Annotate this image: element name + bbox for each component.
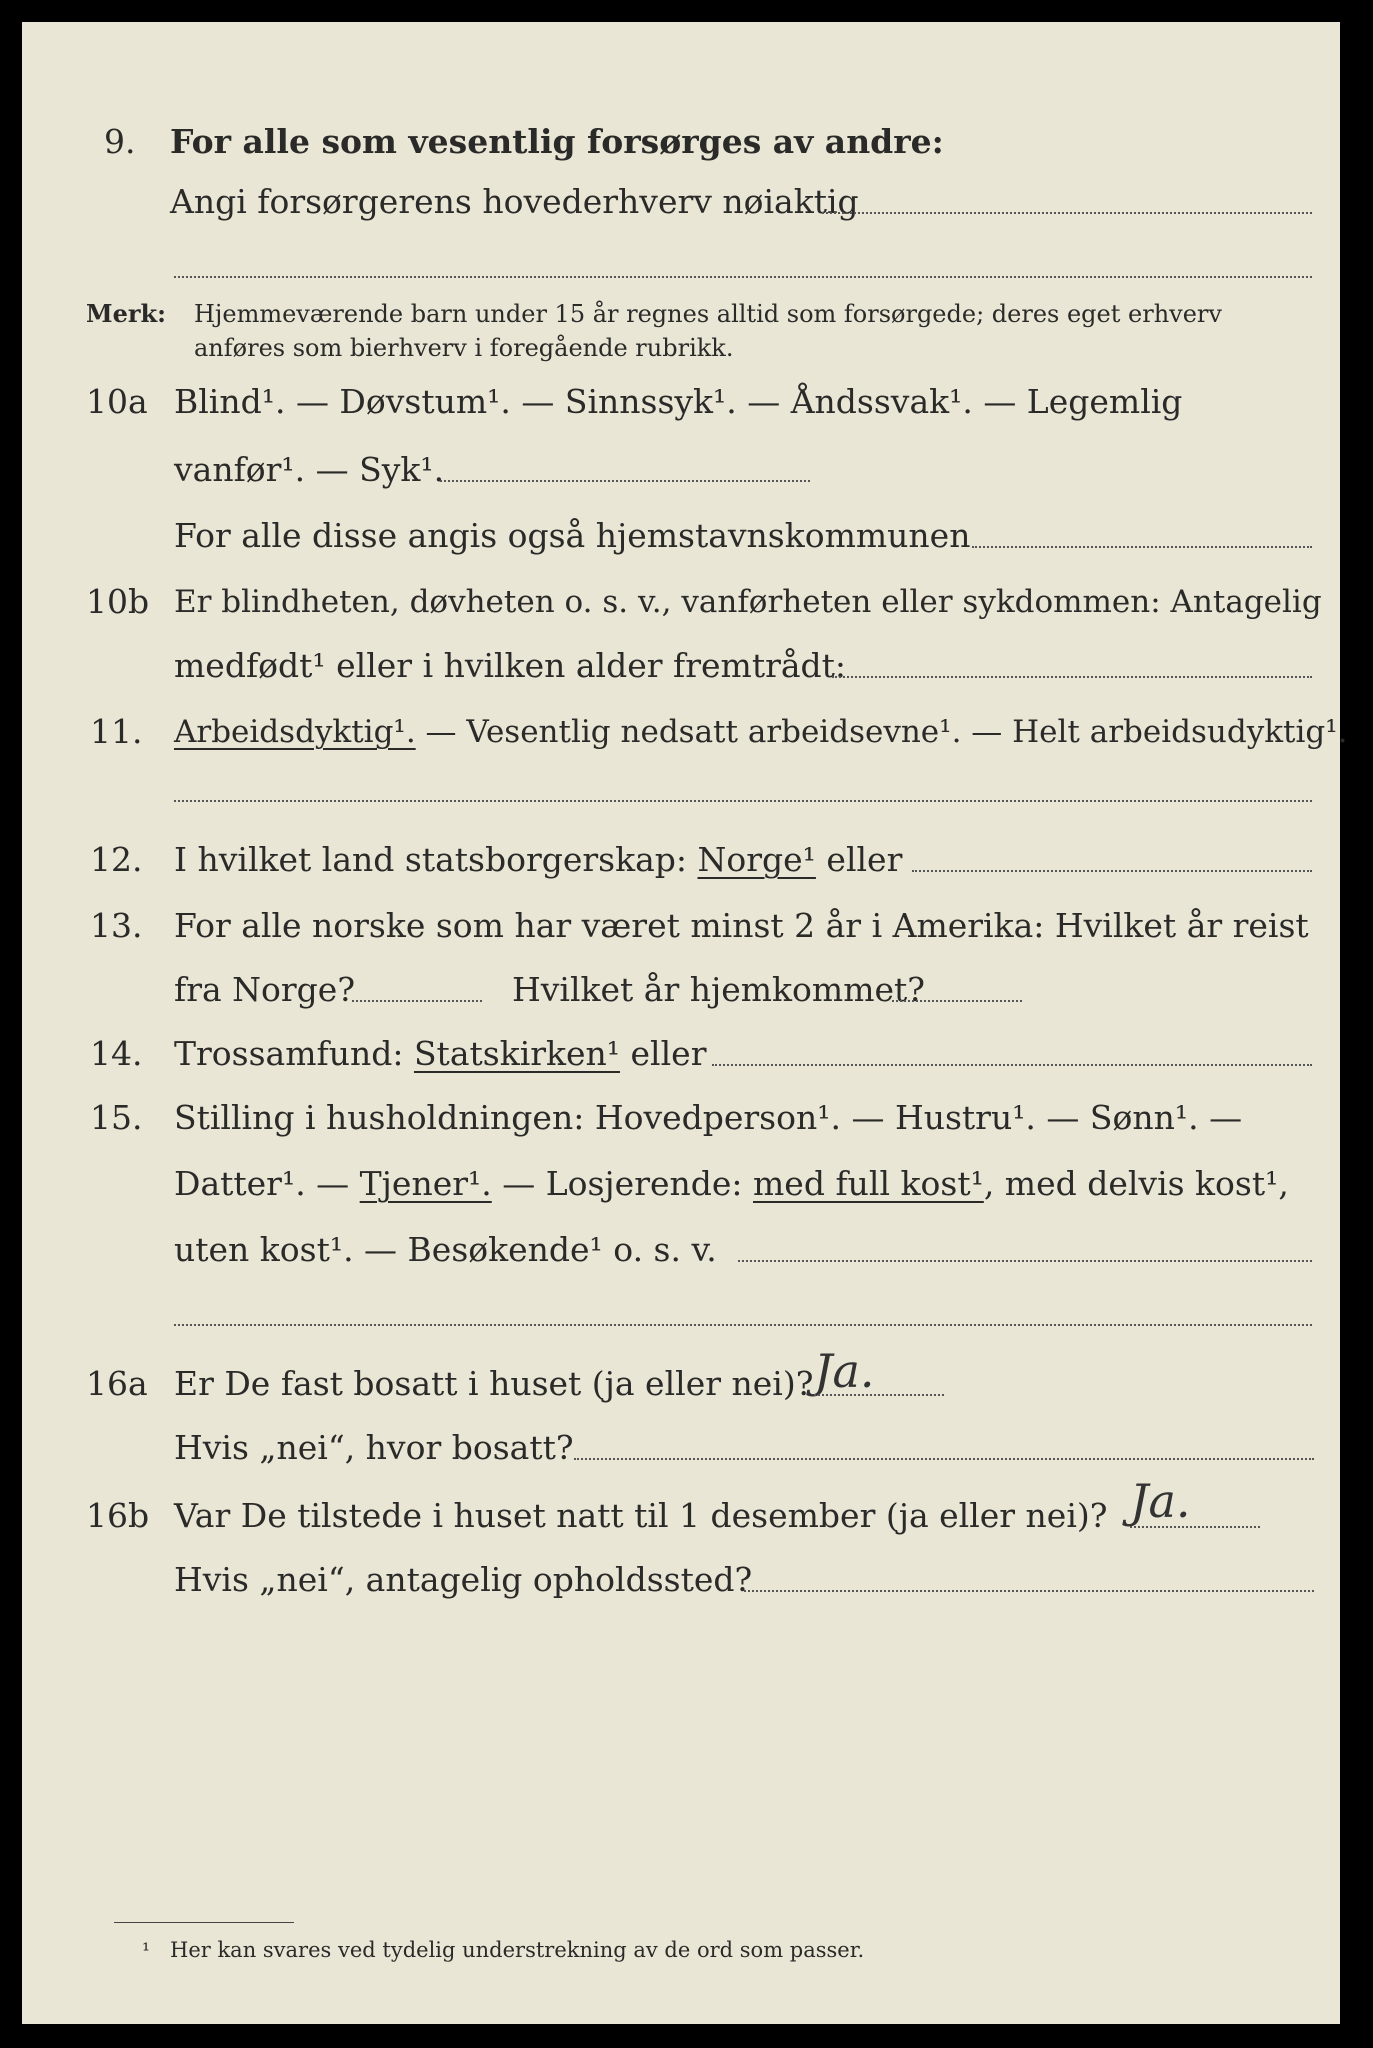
q12-answer-line[interactable]	[912, 870, 1312, 872]
q16a-number: 16a	[86, 1364, 148, 1403]
q9-answer-line-2[interactable]	[174, 276, 1312, 278]
q13-hjemkommet-answer-line[interactable]	[892, 1000, 1022, 1002]
footnote-rule	[114, 1922, 294, 1923]
q15-line2	[174, 1164, 1289, 1204]
q15-option-full-kost[interactable]: med full kost¹	[753, 1164, 984, 1203]
footnote-text: Her kan svares ved tydelig understrekning av de ord som passer.	[170, 1938, 865, 1962]
q10a-line3: For alle disse angis også hjemstavnskommunen	[174, 516, 971, 555]
q9-answer-line[interactable]	[822, 212, 1312, 214]
q16b-answer-line[interactable]	[1130, 1526, 1260, 1528]
q10b-line2: medfødt¹ eller i hvilken alder fremtrådt:	[174, 646, 847, 685]
q14-number: 14.	[90, 1034, 143, 1073]
q16a-handwritten-answer: Ja.	[814, 1344, 875, 1398]
q16b-opholdssted-answer-line[interactable]	[744, 1590, 1314, 1592]
q11-option-arbeidsdyktig[interactable]: Arbeidsdyktig¹.	[174, 714, 416, 750]
q10b-number: 10b	[86, 582, 150, 621]
q15-option-tjener[interactable]: Tjener¹.	[359, 1164, 492, 1203]
q14-answer-line[interactable]	[712, 1064, 1312, 1066]
q16b-number: 16b	[86, 1496, 150, 1535]
q13-reist-answer-line[interactable]	[352, 1000, 482, 1002]
q13-line1: For alle norske som har været minst 2 år i Amerika: Hvilket år reist	[174, 906, 1309, 945]
q15-line3: uten kost¹. — Besøkende¹ o. s. v.	[174, 1230, 717, 1269]
merk-line2: anføres som bierhverv i foregående rubrikk.	[194, 334, 734, 362]
q16b-line1: Var De tilstede i huset natt til 1 desember (ja eller nei)?	[174, 1496, 1108, 1535]
q9-number: 9.	[104, 122, 136, 161]
q12-number: 12.	[90, 840, 143, 879]
q15-losjerende: — Losjerende:	[491, 1164, 754, 1203]
q12-post: eller	[815, 840, 903, 879]
q14-post: eller	[620, 1034, 707, 1073]
q12-pre: I hvilket land statsborgerskap:	[174, 840, 698, 879]
q16b-line2: Hvis „nei“, antagelig opholdssted?	[174, 1560, 753, 1599]
q13-line2b: Hvilket år hjemkommet?	[512, 970, 925, 1009]
q14-line	[174, 1034, 706, 1074]
q9-line2: Angi forsørgerens hovederhverv nøiaktig	[170, 182, 859, 221]
q14-pre: Trossamfund:	[174, 1034, 414, 1073]
census-form-page	[22, 22, 1348, 2024]
q15-answer-line[interactable]	[738, 1260, 1312, 1262]
q10a-number: 10a	[86, 382, 148, 421]
q13-line2a: fra Norge?	[174, 970, 356, 1009]
q9-line1: For alle som vesentlig forsørges av andre:	[170, 122, 944, 161]
q15-datter: Datter¹. —	[174, 1164, 360, 1203]
q16a-line1: Er De fast bosatt i huset (ja eller nei)?	[174, 1364, 814, 1403]
q15-line1: Stilling i husholdningen: Hovedperson¹. — Hustru¹. — Sønn¹. —	[174, 1098, 1243, 1137]
q12-line	[174, 840, 902, 880]
q15-delvis-kost: , med delvis kost¹,	[983, 1164, 1289, 1203]
q13-number: 13.	[90, 906, 143, 945]
q15-number: 15.	[90, 1098, 143, 1137]
q12-option-norge[interactable]: Norge¹	[697, 840, 816, 879]
merk-label: Merk:	[86, 299, 166, 328]
q11-number: 11.	[90, 712, 143, 751]
footnote-mark: ¹	[142, 1938, 151, 1962]
q16a-line2: Hvis „nei“, hvor bosatt?	[174, 1428, 574, 1467]
q14-option-statskirken[interactable]: Statskirken¹	[413, 1034, 621, 1073]
q15-answer-line-2[interactable]	[174, 1324, 1312, 1326]
merk-line1: Hjemmeværende barn under 15 år regnes alltid som forsørgede; deres eget erhverv	[194, 300, 1222, 328]
q10b-line1: Er blindheten, døvheten o. s. v., vanførheten eller sykdommen: Antagelig	[174, 584, 1322, 620]
q16a-bosatt-answer-line[interactable]	[574, 1458, 1314, 1460]
q11-rest: — Vesentlig nedsatt arbeidsevne¹. — Helt arbeidsudyktig¹.	[415, 714, 1348, 750]
q10a-hjemstavn-answer-line[interactable]	[972, 546, 1312, 548]
q10b-answer-line[interactable]	[832, 676, 1312, 678]
q10a-line1: Blind¹. — Døvstum¹. — Sinnssyk¹. — Åndssvak¹. — Legemlig	[174, 382, 1183, 421]
q16a-answer-line[interactable]	[814, 1394, 944, 1396]
q11-answer-line[interactable]	[174, 800, 1312, 802]
q10a-line2: vanfør¹. — Syk¹.	[174, 450, 445, 489]
q10a-syk-answer-line[interactable]	[440, 480, 810, 482]
q11-line	[174, 712, 1348, 752]
q16b-handwritten-answer: Ja.	[1130, 1474, 1191, 1528]
